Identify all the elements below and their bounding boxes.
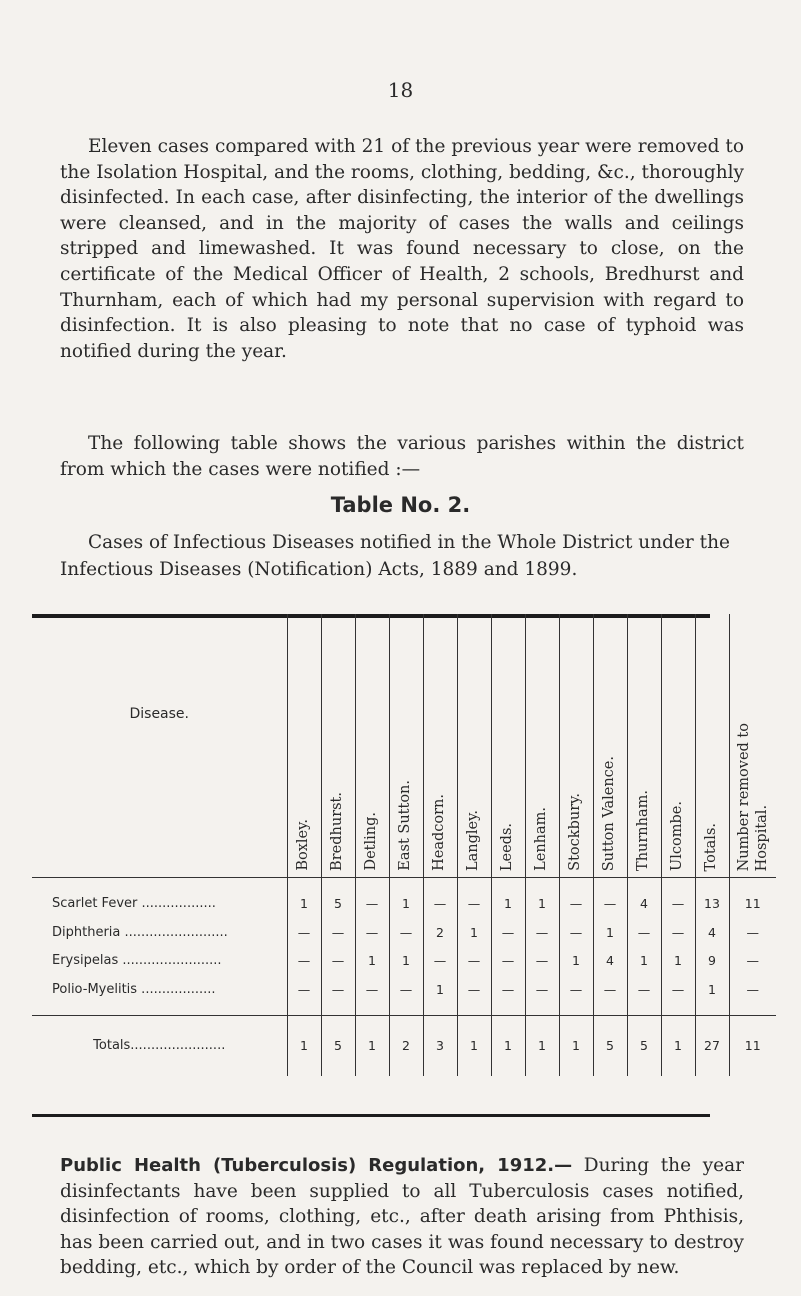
cell: — [321, 946, 355, 975]
col-header [695, 614, 729, 878]
col-header [355, 614, 389, 878]
col-header [287, 614, 321, 878]
cell: — [661, 975, 695, 1004]
tuberculosis-body: During the year disinfectants have been supplied to all Tuberculosis cases notified, disinfection of rooms, clothing, etc., after death arising from Phthisis, has been carried out, and in two cases it was found necessary to destroy bedding, etc., which by order of the Council was replaced by new. [60, 1155, 744, 1279]
cell: — [423, 946, 457, 975]
col-boxley: Boxley. [295, 819, 311, 871]
cell: — [729, 975, 776, 1004]
cell: — [729, 918, 776, 947]
cell: 4 [695, 918, 729, 947]
col-lenham: Lenham. [533, 807, 549, 871]
cell: — [423, 889, 457, 918]
total-cell: 1 [661, 1015, 695, 1076]
col-totals: Totals. [703, 822, 719, 871]
col-header [661, 614, 695, 878]
cell: 1 [287, 889, 321, 918]
col-header [457, 614, 491, 878]
paragraph-table-intro: The following table shows the various parishes within the district from which the cases were notified :— [60, 433, 744, 480]
row-label: Diphtheria ......................... [52, 924, 228, 940]
cell: 1 [559, 946, 593, 975]
col-header [321, 614, 355, 878]
total-cell: 27 [695, 1015, 729, 1076]
infectious-diseases-table [32, 614, 776, 1076]
cell: 5 [321, 889, 355, 918]
total-cell: 2 [389, 1015, 423, 1076]
cell: — [491, 975, 525, 1004]
cell: — [559, 918, 593, 947]
cell: 2 [423, 918, 457, 947]
total-cell: 1 [559, 1015, 593, 1076]
total-cell: 5 [627, 1015, 661, 1076]
col-header [593, 614, 627, 878]
total-cell: 5 [321, 1015, 355, 1076]
cell: — [559, 975, 593, 1004]
cell: — [525, 975, 559, 1004]
total-cell: 5 [593, 1015, 627, 1076]
table-bottom-rule [32, 1114, 710, 1117]
col-header [729, 614, 776, 878]
total-cell: 1 [457, 1015, 491, 1076]
col-headcorn: Headcorn. [431, 794, 447, 871]
col-detling: Detling. [363, 812, 379, 871]
total-cell: 1 [525, 1015, 559, 1076]
col-number-removed [735, 723, 771, 871]
col-header [389, 614, 423, 878]
col-header [491, 614, 525, 878]
col-header [525, 614, 559, 878]
cell: — [559, 889, 593, 918]
cell: — [355, 975, 389, 1004]
cell: — [457, 946, 491, 975]
cell: — [457, 889, 491, 918]
cell: — [491, 946, 525, 975]
disease-header: Disease. [32, 614, 287, 878]
tuberculosis-heading: Public Health (Tuberculosis) Regulation, 1912.— [60, 1155, 573, 1176]
cell: 1 [491, 889, 525, 918]
cell: 1 [423, 975, 457, 1004]
cell: 9 [695, 946, 729, 975]
col-langley: Langley. [465, 810, 481, 871]
cell: 1 [389, 946, 423, 975]
col-header [423, 614, 457, 878]
cell: — [627, 975, 661, 1004]
cell: 1 [627, 946, 661, 975]
row-label: Scarlet Fever .................. [52, 895, 216, 911]
cell: — [593, 975, 627, 1004]
cell: — [593, 889, 627, 918]
total-cell: 11 [729, 1015, 776, 1076]
cell: — [661, 918, 695, 947]
cell: — [321, 918, 355, 947]
cell: 1 [457, 918, 491, 947]
col-header [627, 614, 661, 878]
col-bredhurst: Bredhurst. [329, 792, 345, 871]
total-cell: 1 [287, 1015, 321, 1076]
cell: — [525, 918, 559, 947]
cell: — [661, 889, 695, 918]
cell: — [627, 918, 661, 947]
paragraph-tuberculosis [60, 1153, 744, 1281]
cell: 4 [627, 889, 661, 918]
table-row [32, 975, 776, 1004]
table-caption: Cases of Infectious Diseases notified in the Whole District under the Infectious Diseases (Notification) Acts, 1889 and 1899. [60, 532, 730, 580]
cell: 11 [729, 889, 776, 918]
paragraph-isolation: Eleven cases compared with 21 of the previous year were removed to the Isolation Hospital, and the rooms, clothing, bedding, &c., thoroughly disinfected. In each case, after disinfecting, the interior of the dwellings were cleansed, and in the majority of cases the walls and ceilings stripped and limewashed. It was found necessary to close, on the certificate of the Medical Officer of Health, 2 schools, Bredhurst and Thurnham, each of which had my personal supervision with regard to disinfection. It is also pleasing to note that no case of typhoid was notified during the year. [60, 136, 744, 362]
row-label: Erysipelas ........................ [52, 953, 222, 969]
cell: — [287, 975, 321, 1004]
total-cell: 1 [355, 1015, 389, 1076]
col-ulcombe: Ulcombe. [669, 801, 685, 871]
cell: 1 [355, 946, 389, 975]
col-sutton-valence: Sutton Valence. [601, 755, 617, 871]
col-stockbury: Stockbury. [567, 793, 583, 871]
table-title: Table No. 2. [330, 493, 471, 517]
cell: 1 [389, 889, 423, 918]
cell: — [287, 946, 321, 975]
cell: — [355, 889, 389, 918]
cell: — [355, 918, 389, 947]
cell: — [457, 975, 491, 1004]
totals-row [32, 1015, 776, 1076]
cell: 1 [593, 918, 627, 947]
cell: — [491, 918, 525, 947]
cell: — [287, 918, 321, 947]
cell: 1 [661, 946, 695, 975]
total-cell: 3 [423, 1015, 457, 1076]
col-thurnham: Thurnham. [635, 790, 651, 871]
col-header [559, 614, 593, 878]
cell: — [525, 946, 559, 975]
cell: 13 [695, 889, 729, 918]
table-header-row [32, 614, 776, 878]
row-label: Polio-Myelitis .................. [52, 981, 216, 997]
page-number: 18 [387, 78, 414, 102]
cell: — [729, 946, 776, 975]
cell: 4 [593, 946, 627, 975]
table-row [32, 918, 776, 947]
cell: — [389, 975, 423, 1004]
col-leeds: Leeds. [499, 822, 515, 871]
cell: — [321, 975, 355, 1004]
total-cell: 1 [491, 1015, 525, 1076]
cell: 1 [695, 975, 729, 1004]
totals-label: Totals....................... [32, 1015, 287, 1076]
col-east-sutton: East Sutton. [397, 780, 413, 871]
table-row [32, 889, 776, 918]
col-number-removed-line2: Hospital. [753, 804, 770, 871]
cell: 1 [525, 889, 559, 918]
table-row [32, 946, 776, 975]
cell: — [389, 918, 423, 947]
col-number-removed-line1: Number removed to [735, 722, 752, 871]
